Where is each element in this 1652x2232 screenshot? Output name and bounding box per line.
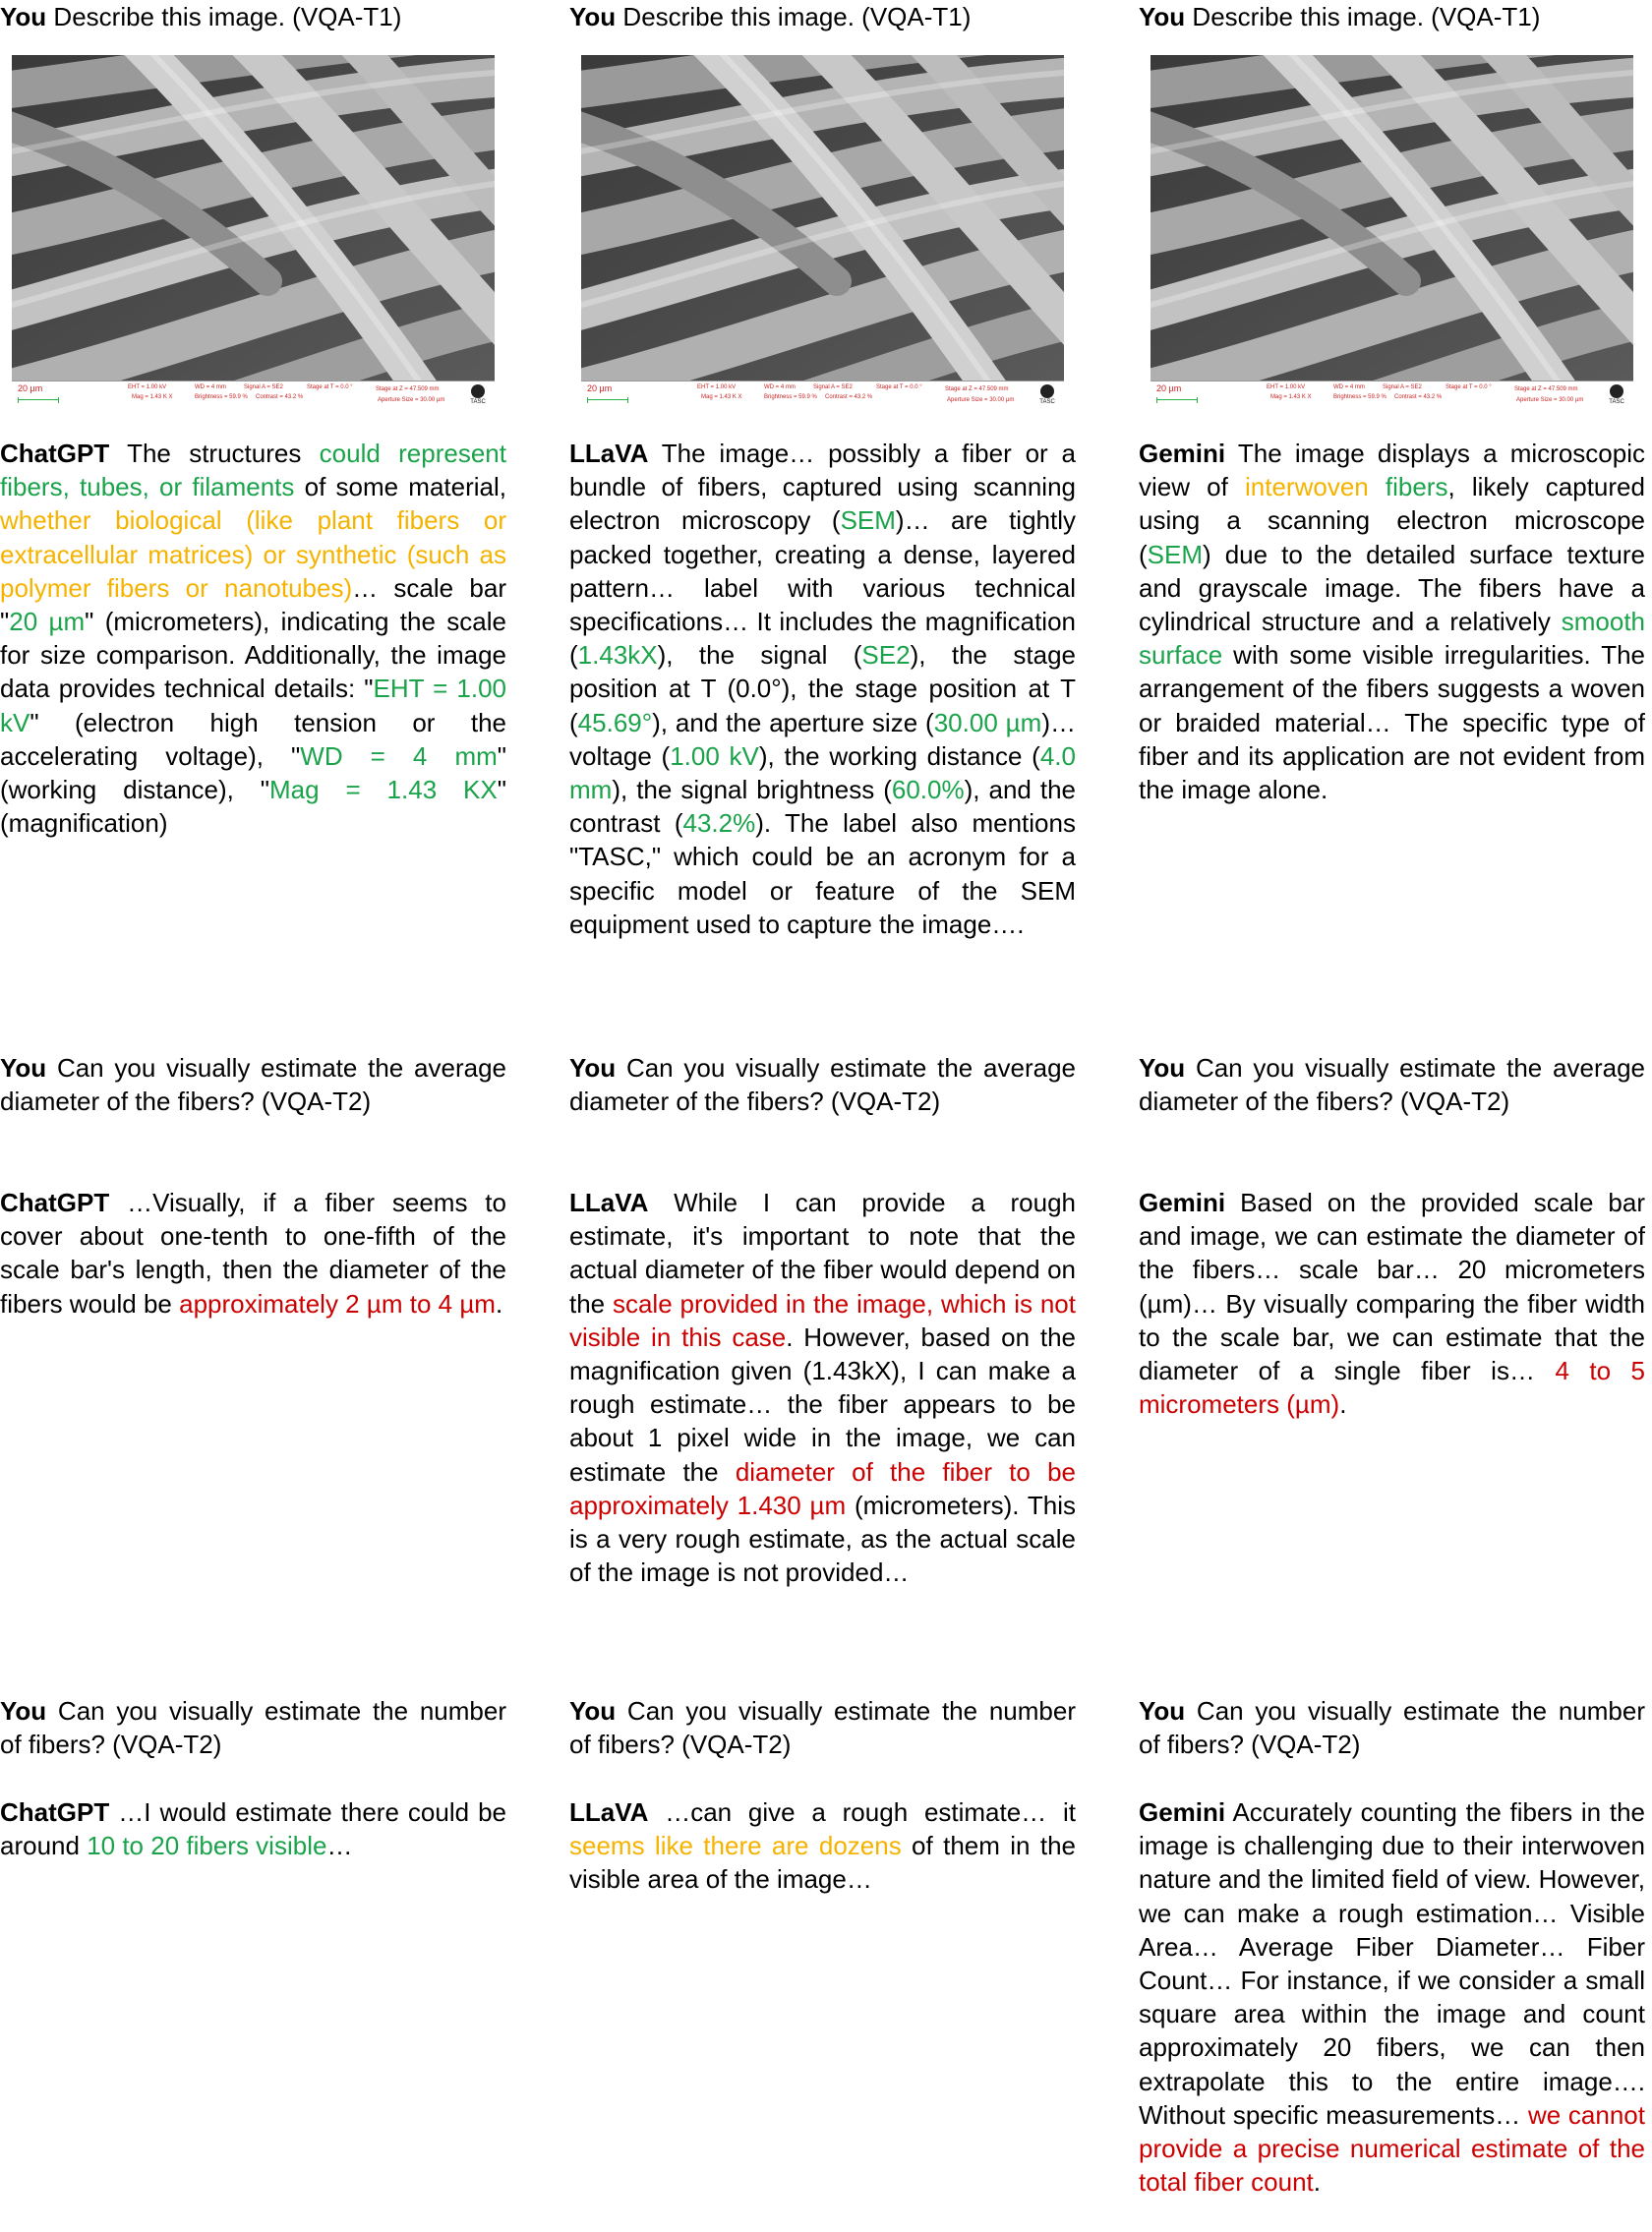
meta-mag: Mag = 1.43 K X bbox=[701, 394, 742, 400]
scale-bar-label: 20 µm bbox=[1156, 383, 1182, 393]
answer-describe: LLaVA The image… possibly a fiber or a bundle of fibers, captured using scanning electron microscopy (SEM)… are tightly packed together, creating a dense, layered pattern… label with various technical specifications… It includes the magnification (1.43kX), the signal (SE2), the stage position at T (0.0°), the stage position at T (45.69°), and the aperture size (30.00 µm)… voltage (1.00 kV), the working distance (4.0 mm), the signal brightness (60.0%), and the contrast (43.2%). The label also mentions "TASC," which could be an acronym for a specific model or feature of the SEM equipment used to capture the image…. bbox=[569, 439, 1076, 939]
answer-describe: ChatGPT The structures could represent fibers, tubes, or filaments of some material, whether biological (like plant fibers or extracellular matrices) or synthetic (such as polymer fibers or nanotubes)… scale bar "20 µm" (micrometers), indicating the scale for size comparison. Additionally, the image data provides technical details: "EHT = 1.00 kV" (electron high tension or the accelerating voltage), "WD = 4 mm" (working distance), "Mag = 1.43 KX" (magnification) bbox=[0, 439, 507, 839]
speaker-you: You bbox=[1139, 1696, 1186, 1726]
sem-fiber-image bbox=[12, 55, 495, 415]
speaker-you: You bbox=[0, 2, 47, 31]
meta-aperture: Aperture Size = 30.00 µm bbox=[1516, 397, 1584, 403]
sem-data-bar bbox=[581, 381, 1064, 415]
answer-diameter: ChatGPT …Visually, if a fiber seems to cover about one-tenth to one-fifth of the scale bar's length, then the diameter of the fibers would be approximately 2 µm to 4 µm. bbox=[0, 1188, 506, 1319]
meta-signal: Signal A = SE2 bbox=[244, 384, 283, 390]
question-count: You Can you visually estimate the number of fibers? (VQA-T2) bbox=[1139, 1696, 1645, 1760]
speaker-model: ChatGPT bbox=[0, 1188, 110, 1217]
sem-fiber-image bbox=[581, 55, 1064, 415]
meta-stage-t: Stage at T = 0.0 ° bbox=[1446, 384, 1492, 390]
globe-icon bbox=[471, 384, 485, 398]
speaker-model: LLaVA bbox=[569, 1797, 649, 1827]
answer-describe: Gemini The image displays a microscopic view of interwoven fibers, likely captured using a scanning electron microscope (SEM) due to the detailed surface texture and grayscale image. The fibers have a cylindrical structure and a relatively smooth surface with some visible irregularities. The arrangement of the fibers suggests a woven or braided material… The specific type of fiber and its application are not evident from the image alone. bbox=[1139, 439, 1645, 805]
speaker-you: You bbox=[0, 1053, 47, 1083]
meta-signal: Signal A = SE2 bbox=[813, 384, 853, 390]
meta-contrast: Contrast = 43.2 % bbox=[1394, 394, 1443, 400]
tasc-logo: TASC bbox=[1036, 384, 1058, 412]
meta-stage-z: Stage at Z = 47.509 mm bbox=[945, 386, 1009, 392]
fiber-texture bbox=[581, 55, 1064, 382]
tasc-logo: TASC bbox=[467, 384, 489, 412]
meta-aperture: Aperture Size = 30.00 µm bbox=[378, 397, 445, 403]
speaker-model: ChatGPT bbox=[0, 439, 110, 468]
speaker-model: Gemini bbox=[1139, 1188, 1226, 1217]
speaker-you: You bbox=[1139, 2, 1186, 31]
answer-count: ChatGPT …I would estimate there could be around 10 to 20 fibers visible… bbox=[0, 1797, 506, 1861]
meta-contrast: Contrast = 43.2 % bbox=[256, 394, 304, 400]
question-describe: You Describe this image. (VQA-T1) bbox=[1139, 2, 1541, 31]
question-describe: You Describe this image. (VQA-T1) bbox=[0, 2, 402, 31]
scale-bar-label: 20 µm bbox=[18, 383, 43, 393]
speaker-model: Gemini bbox=[1139, 439, 1226, 468]
speaker-you: You bbox=[1139, 1053, 1186, 1083]
meta-eht: EHT = 1.00 kV bbox=[697, 384, 737, 390]
speaker-model: Gemini bbox=[1139, 1797, 1226, 1827]
speaker-model: LLaVA bbox=[569, 1188, 649, 1217]
answer-diameter: Gemini Based on the provided scale bar and image, we can estimate the diameter of the fibers… scale bar… 20 micrometers (µm)… By visually comparing the fiber width to the scale bar, we can estimate that the diameter of a single fiber is… 4 to 5 micrometers (µm). bbox=[1139, 1188, 1645, 1420]
meta-contrast: Contrast = 43.2 % bbox=[825, 394, 873, 400]
question-diameter: You Can you visually estimate the average diameter of the fibers? (VQA-T2) bbox=[569, 1053, 1076, 1117]
question-describe: You Describe this image. (VQA-T1) bbox=[569, 2, 972, 31]
meta-stage-t: Stage at T = 0.0 ° bbox=[876, 384, 922, 390]
question-count: You Can you visually estimate the number of fibers? (VQA-T2) bbox=[569, 1696, 1076, 1760]
meta-wd: WD = 4 mm bbox=[1333, 384, 1365, 390]
scale-bar bbox=[18, 397, 59, 403]
globe-icon bbox=[1610, 384, 1623, 398]
speaker-you: You bbox=[569, 2, 617, 31]
question-count: You Can you visually estimate the number of fibers? (VQA-T2) bbox=[0, 1696, 506, 1760]
meta-mag: Mag = 1.43 K X bbox=[1270, 394, 1312, 400]
scale-bar bbox=[1156, 397, 1198, 403]
speaker-model: LLaVA bbox=[569, 439, 649, 468]
fiber-texture bbox=[1150, 55, 1633, 382]
meta-brightness: Brightness = 59.9 % bbox=[764, 394, 817, 400]
meta-aperture: Aperture Size = 30.00 µm bbox=[947, 397, 1015, 403]
meta-mag: Mag = 1.43 K X bbox=[132, 394, 173, 400]
scale-bar-label: 20 µm bbox=[587, 383, 613, 393]
question-diameter: You Can you visually estimate the average diameter of the fibers? (VQA-T2) bbox=[0, 1053, 506, 1117]
meta-stage-z: Stage at Z = 47.509 mm bbox=[1514, 386, 1578, 392]
answer-count: Gemini Accurately counting the fibers in the image is challenging due to their interwoven nature and the limited field of view. However, we can make a rough estimation… Visible Area… Average Fiber Diameter… Fiber Count… For instance, if we consider a small square area within the image and count approximately 20 fibers, we can then extrapolate this to the entire image…. Without specific measurements… we cannot provide a precise numerical estimate of the total fiber count. bbox=[1139, 1797, 1645, 2198]
tasc-logo: TASC bbox=[1606, 384, 1627, 412]
answer-count: LLaVA …can give a rough estimate… it seems like there are dozens of them in the visible area of the image… bbox=[569, 1797, 1076, 1895]
meta-eht: EHT = 1.00 kV bbox=[1267, 384, 1306, 390]
scale-bar bbox=[587, 397, 628, 403]
fiber-texture bbox=[12, 55, 495, 382]
meta-wd: WD = 4 mm bbox=[195, 384, 226, 390]
meta-brightness: Brightness = 59.9 % bbox=[1333, 394, 1386, 400]
globe-icon bbox=[1040, 384, 1054, 398]
sem-data-bar bbox=[1150, 381, 1633, 415]
sem-data-bar bbox=[12, 381, 495, 415]
speaker-you: You bbox=[569, 1696, 617, 1726]
meta-wd: WD = 4 mm bbox=[764, 384, 796, 390]
meta-signal: Signal A = SE2 bbox=[1383, 384, 1422, 390]
speaker-you: You bbox=[0, 1696, 47, 1726]
answer-diameter: LLaVA While I can provide a rough estimate, it's important to note that the actual diameter of the fiber would depend on the scale provided in the image, which is not visible in this case. However, based on the magnification given (1.43kX), I can make a rough estimate… the fiber appears to be about 1 pixel wide in the image, we can estimate the diameter of the fiber to be approximately 1.430 µm (micrometers). This is a very rough estimate, as the actual scale of the image is not provided… bbox=[569, 1188, 1076, 1588]
meta-brightness: Brightness = 59.9 % bbox=[195, 394, 248, 400]
speaker-you: You bbox=[569, 1053, 617, 1083]
meta-stage-z: Stage at Z = 47.509 mm bbox=[376, 386, 440, 392]
question-diameter: You Can you visually estimate the average diameter of the fibers? (VQA-T2) bbox=[1139, 1053, 1645, 1117]
meta-stage-t: Stage at T = 0.0 ° bbox=[307, 384, 353, 390]
speaker-model: ChatGPT bbox=[0, 1797, 110, 1827]
meta-eht: EHT = 1.00 kV bbox=[128, 384, 167, 390]
sem-fiber-image bbox=[1150, 55, 1633, 415]
